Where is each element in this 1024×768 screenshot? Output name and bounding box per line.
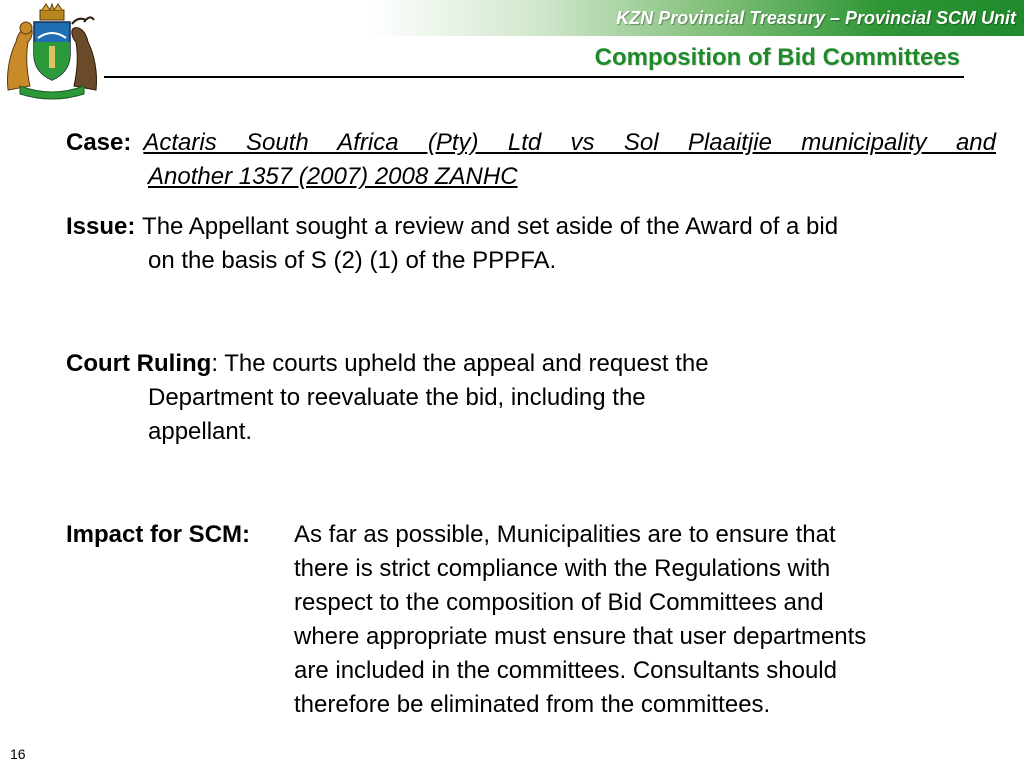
court-ruling-text-line2: Department to reevaluate the bid, including the bbox=[148, 384, 646, 411]
impact-section bbox=[66, 518, 996, 722]
case-section bbox=[66, 126, 996, 194]
banner-text: KZN Provincial Treasury – Provincial SCM Unit bbox=[616, 8, 1016, 28]
court-ruling-text-line1: : The courts upheld the appeal and request the bbox=[211, 350, 709, 377]
impact-text-line: respect to the composition of Bid Committees and bbox=[294, 589, 824, 616]
court-ruling-text-line3: appellant. bbox=[148, 418, 253, 445]
court-ruling-section bbox=[66, 347, 996, 449]
impact-text-line: there is strict compliance with the Regulations with bbox=[294, 555, 831, 582]
issue-text-line2: on the basis of S (2) (1) of the PPPFA. bbox=[148, 247, 557, 274]
title-underline-divider bbox=[104, 76, 964, 78]
impact-label: Impact for SCM: bbox=[66, 521, 251, 548]
impact-text-line: As far as possible, Municipalities are to ensure that bbox=[294, 521, 836, 548]
case-title-line2: Another 1357 (2007) 2008 ZANHC bbox=[148, 163, 518, 190]
slide-number: 16 bbox=[10, 746, 26, 762]
header-banner bbox=[0, 0, 1024, 36]
issue-section bbox=[66, 210, 996, 278]
slide-title: Composition of Bid Committees bbox=[594, 44, 960, 71]
court-ruling-label: Court Ruling bbox=[66, 350, 212, 377]
issue-text-line1: The Appellant sought a review and set aside of the Award of a bid bbox=[142, 213, 839, 240]
impact-text-line: where appropriate must ensure that user departments bbox=[294, 623, 867, 650]
case-title-line1: Actaris South Africa (Pty) Ltd vs Sol Plaaitjie municipality and bbox=[143, 129, 996, 156]
issue-label: Issue: bbox=[66, 213, 136, 240]
impact-text-line: are included in the committees. Consultants should bbox=[294, 657, 837, 684]
kzn-coat-of-arms-icon bbox=[2, 2, 102, 102]
impact-text-line: therefore be eliminated from the committees. bbox=[294, 691, 771, 718]
impact-text bbox=[294, 518, 866, 722]
case-label: Case: bbox=[66, 129, 132, 156]
